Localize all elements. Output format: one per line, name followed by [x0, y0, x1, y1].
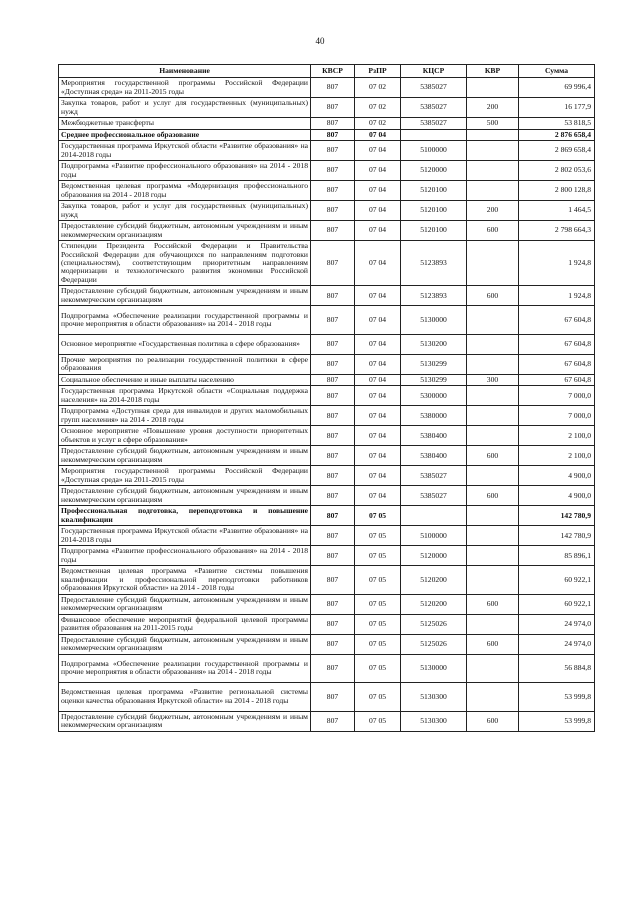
- cell-kvr: [467, 466, 519, 486]
- cell-rzpr: 07 05: [355, 634, 401, 654]
- cell-kcsr: 5385027: [401, 98, 467, 118]
- cell-kcsr: 5120200: [401, 594, 467, 614]
- cell-kcsr: 5120000: [401, 546, 467, 566]
- cell-kvsr: 807: [311, 654, 355, 682]
- cell-kvr: [467, 354, 519, 374]
- cell-kvr: 500: [467, 118, 519, 130]
- cell-kvr: 600: [467, 711, 519, 731]
- cell-rzpr: 07 04: [355, 374, 401, 386]
- cell-sum: 2 100,0: [519, 426, 595, 446]
- cell-kvsr: 807: [311, 446, 355, 466]
- cell-name: Предоставление субсидий бюджетным, автономным учреждениям и иным некоммерческим организациям: [59, 286, 311, 306]
- cell-name: Предоставление субсидий бюджетным, автономным учреждениям и иным некоммерческим организациям: [59, 594, 311, 614]
- table-row: [59, 98, 595, 118]
- cell-rzpr: 07 04: [355, 129, 401, 141]
- cell-rzpr: 07 02: [355, 78, 401, 98]
- cell-kvsr: 807: [311, 98, 355, 118]
- table-row: [59, 201, 595, 221]
- table-row: [59, 711, 595, 731]
- cell-kcsr: [401, 506, 467, 526]
- table-row: [59, 118, 595, 130]
- cell-sum: 53 999,8: [519, 683, 595, 711]
- cell-kcsr: 5100000: [401, 141, 467, 161]
- cell-name: Основное мероприятие «Повышение уровня доступности приоритетных объектов и услуг в сфере образования»: [59, 426, 311, 446]
- cell-kvsr: 807: [311, 221, 355, 241]
- cell-name: Финансовое обеспечение мероприятий федеральной целевой программы развития образования на 2011-2015 годы: [59, 614, 311, 634]
- cell-rzpr: 07 04: [355, 426, 401, 446]
- cell-rzpr: 07 05: [355, 711, 401, 731]
- cell-kvsr: 807: [311, 634, 355, 654]
- cell-kvsr: 807: [311, 466, 355, 486]
- cell-kvr: [467, 506, 519, 526]
- cell-sum: 60 922,1: [519, 566, 595, 594]
- table-row: [59, 406, 595, 426]
- cell-sum: 53 818,5: [519, 118, 595, 130]
- table-row: [59, 466, 595, 486]
- cell-kvr: 200: [467, 98, 519, 118]
- cell-kvsr: 807: [311, 683, 355, 711]
- table-row: [59, 594, 595, 614]
- cell-sum: 1 464,5: [519, 201, 595, 221]
- cell-name: Государственная программа Иркутской области «Социальная поддержка населения» на 2014-2018 годы: [59, 386, 311, 406]
- cell-rzpr: 07 04: [355, 161, 401, 181]
- cell-sum: 67 604,8: [519, 354, 595, 374]
- cell-kvsr: 807: [311, 406, 355, 426]
- cell-kcsr: 5130000: [401, 306, 467, 334]
- cell-kvr: [467, 406, 519, 426]
- cell-kvsr: 807: [311, 426, 355, 446]
- cell-kcsr: 5385027: [401, 78, 467, 98]
- cell-kvsr: 807: [311, 506, 355, 526]
- header-kvr: КВР: [467, 65, 519, 78]
- cell-kvsr: 807: [311, 354, 355, 374]
- table-row: [59, 654, 595, 682]
- cell-name: Ведомственная целевая программа «Развитие системы повышения квалификации и профессиональной переподготовки работников образования Иркутской области» на 2014 - 2018 годы: [59, 566, 311, 594]
- cell-kcsr: 5385027: [401, 466, 467, 486]
- cell-rzpr: 07 04: [355, 221, 401, 241]
- table-row: [59, 334, 595, 354]
- cell-name: Закупка товаров, работ и услуг для государственных (муниципальных) нужд: [59, 98, 311, 118]
- header-rzpr: РзПР: [355, 65, 401, 78]
- cell-rzpr: 07 04: [355, 386, 401, 406]
- table-row: [59, 286, 595, 306]
- cell-kvsr: 807: [311, 546, 355, 566]
- cell-rzpr: 07 05: [355, 546, 401, 566]
- cell-kvr: [467, 546, 519, 566]
- cell-kvr: 300: [467, 374, 519, 386]
- cell-kvr: [467, 334, 519, 354]
- cell-rzpr: 07 04: [355, 446, 401, 466]
- cell-kcsr: 5380400: [401, 446, 467, 466]
- cell-kvr: [467, 161, 519, 181]
- cell-name: Государственная программа Иркутской области «Развитие образования» на 2014-2018 годы: [59, 526, 311, 546]
- cell-kcsr: 5385027: [401, 486, 467, 506]
- cell-name: Стипендии Президента Российской Федерации и Правительства Российской Федерации для обучающихся по направлениям подготовки (специальностям), соответствующим приоритетным направлениям модернизации и технологического развития экономики Российской Федерации: [59, 241, 311, 286]
- cell-name: Ведомственная целевая программа «Модернизация профессионального образования на 2014 - 2018 годы: [59, 181, 311, 201]
- cell-rzpr: 07 04: [355, 306, 401, 334]
- cell-rzpr: 07 04: [355, 141, 401, 161]
- table-row: [59, 683, 595, 711]
- cell-name: Государственная программа Иркутской области «Развитие образования» на 2014-2018 годы: [59, 141, 311, 161]
- cell-kcsr: 5123893: [401, 241, 467, 286]
- cell-kvsr: 807: [311, 334, 355, 354]
- cell-name: Предоставление субсидий бюджетным, автономным учреждениям и иным некоммерческим организациям: [59, 446, 311, 466]
- cell-kvr: [467, 426, 519, 446]
- table-header-row: [59, 65, 595, 78]
- cell-rzpr: 07 04: [355, 241, 401, 286]
- cell-name: Предоставление субсидий бюджетным, автономным учреждениям и иным некоммерческим организациям: [59, 221, 311, 241]
- cell-rzpr: 07 02: [355, 118, 401, 130]
- cell-name: Мероприятия государственной программы Российской Федерации «Доступная среда» на 2011-2015 годы: [59, 466, 311, 486]
- table-row: [59, 354, 595, 374]
- cell-kcsr: 5130300: [401, 711, 467, 731]
- cell-name: Среднее профессиональное образование: [59, 129, 311, 141]
- table-row: [59, 446, 595, 466]
- cell-sum: 85 896,1: [519, 546, 595, 566]
- cell-kvr: [467, 241, 519, 286]
- cell-kvsr: 807: [311, 78, 355, 98]
- cell-name: Прочие мероприятия по реализации государственной политики в сфере образования: [59, 354, 311, 374]
- cell-sum: 2 800 128,8: [519, 181, 595, 201]
- cell-kvr: [467, 566, 519, 594]
- table-row: [59, 306, 595, 334]
- table-row: [59, 141, 595, 161]
- cell-sum: 2 798 664,3: [519, 221, 595, 241]
- cell-kcsr: 5100000: [401, 526, 467, 546]
- cell-sum: 16 177,9: [519, 98, 595, 118]
- cell-kcsr: 5130200: [401, 334, 467, 354]
- table-body: [59, 78, 595, 732]
- cell-name: Подпрограмма «Обеспечение реализации государственной программы и прочие мероприятия в области образования» на 2014 - 2018 годы: [59, 306, 311, 334]
- cell-name: Основное мероприятие «Государственная политика в сфере образования»: [59, 334, 311, 354]
- cell-kcsr: 5120100: [401, 181, 467, 201]
- table-row: [59, 161, 595, 181]
- cell-kvr: 600: [467, 486, 519, 506]
- table-row: [59, 374, 595, 386]
- table-row: [59, 78, 595, 98]
- cell-kvsr: 807: [311, 486, 355, 506]
- cell-rzpr: 07 05: [355, 526, 401, 546]
- cell-sum: 53 999,8: [519, 711, 595, 731]
- cell-kvsr: 807: [311, 306, 355, 334]
- cell-kvsr: 807: [311, 118, 355, 130]
- cell-kvr: 200: [467, 201, 519, 221]
- cell-sum: 142 780,9: [519, 526, 595, 546]
- cell-kvr: 600: [467, 446, 519, 466]
- cell-rzpr: 07 04: [355, 466, 401, 486]
- cell-name: Подпрограмма «Развитие профессионального образования» на 2014 - 2018 годы: [59, 161, 311, 181]
- cell-kvsr: 807: [311, 374, 355, 386]
- cell-kvsr: 807: [311, 141, 355, 161]
- cell-kcsr: 5125026: [401, 634, 467, 654]
- cell-kvr: [467, 614, 519, 634]
- cell-rzpr: 07 05: [355, 566, 401, 594]
- cell-kcsr: 5130300: [401, 683, 467, 711]
- cell-rzpr: 07 04: [355, 334, 401, 354]
- header-sum: Сумма: [519, 65, 595, 78]
- header-kcsr: КЦСР: [401, 65, 467, 78]
- cell-rzpr: 07 04: [355, 286, 401, 306]
- cell-sum: 2 869 658,4: [519, 141, 595, 161]
- cell-sum: 4 900,0: [519, 486, 595, 506]
- cell-kvr: 600: [467, 594, 519, 614]
- cell-rzpr: 07 04: [355, 406, 401, 426]
- budget-table: [58, 64, 595, 732]
- cell-kvr: 600: [467, 286, 519, 306]
- cell-kvsr: 807: [311, 526, 355, 546]
- cell-name: Межбюджетные трансферты: [59, 118, 311, 130]
- cell-rzpr: 07 04: [355, 201, 401, 221]
- cell-name: Профессиональная подготовка, переподготовка и повышение квалификации: [59, 506, 311, 526]
- cell-kcsr: 5385027: [401, 118, 467, 130]
- cell-kvr: 600: [467, 634, 519, 654]
- cell-name: Ведомственная целевая программа «Развитие региональной системы оценки качества образования Иркутской области» на 2014 - 2018 годы: [59, 683, 311, 711]
- cell-kcsr: 5120200: [401, 566, 467, 594]
- cell-kcsr: 5125026: [401, 614, 467, 634]
- cell-kvsr: 807: [311, 386, 355, 406]
- cell-kcsr: 5130299: [401, 374, 467, 386]
- cell-name: Подпрограмма «Обеспечение реализации государственной программы и прочие мероприятия в области образования» на 2014 - 2018 годы: [59, 654, 311, 682]
- cell-sum: 69 996,4: [519, 78, 595, 98]
- cell-rzpr: 07 04: [355, 181, 401, 201]
- cell-sum: 56 884,8: [519, 654, 595, 682]
- header-name: Наименование: [59, 65, 311, 78]
- table-row: [59, 634, 595, 654]
- cell-name: Предоставление субсидий бюджетным, автономным учреждениям и иным некоммерческим организациям: [59, 711, 311, 731]
- table-row: [59, 221, 595, 241]
- cell-rzpr: 07 05: [355, 654, 401, 682]
- page-number: 40: [315, 36, 325, 46]
- cell-sum: 24 974,0: [519, 614, 595, 634]
- header-kvsr: КВСР: [311, 65, 355, 78]
- cell-kvr: [467, 386, 519, 406]
- table-row: [59, 506, 595, 526]
- cell-kvr: [467, 181, 519, 201]
- cell-kvsr: 807: [311, 594, 355, 614]
- cell-name: Социальное обеспечение и иные выплаты населению: [59, 374, 311, 386]
- table-row: [59, 241, 595, 286]
- cell-sum: 2 802 053,6: [519, 161, 595, 181]
- cell-name: Предоставление субсидий бюджетным, автономным учреждениям и иным некоммерческим организациям: [59, 486, 311, 506]
- cell-rzpr: 07 05: [355, 594, 401, 614]
- table-row: [59, 526, 595, 546]
- table-row: [59, 486, 595, 506]
- table-row: [59, 129, 595, 141]
- cell-sum: 67 604,8: [519, 374, 595, 386]
- table-row: [59, 426, 595, 446]
- table-row: [59, 614, 595, 634]
- cell-name: Подпрограмма «Доступная среда для инвалидов и других маломобильных групп населения» на 2014 - 2018 годы: [59, 406, 311, 426]
- cell-kcsr: 5300000: [401, 386, 467, 406]
- cell-rzpr: 07 04: [355, 486, 401, 506]
- table-row: [59, 546, 595, 566]
- cell-kcsr: 5380400: [401, 426, 467, 446]
- cell-kvsr: 807: [311, 711, 355, 731]
- cell-name: Подпрограмма «Развитие профессионального образования» на 2014 - 2018 годы: [59, 546, 311, 566]
- cell-sum: 1 924,8: [519, 241, 595, 286]
- cell-kvsr: 807: [311, 614, 355, 634]
- cell-sum: 142 780,9: [519, 506, 595, 526]
- cell-kcsr: [401, 129, 467, 141]
- cell-rzpr: 07 04: [355, 354, 401, 374]
- cell-kvr: 600: [467, 221, 519, 241]
- cell-name: Мероприятия государственной программы Российской Федерации «Доступная среда» на 2011-2015 годы: [59, 78, 311, 98]
- cell-sum: 67 604,8: [519, 334, 595, 354]
- cell-sum: 2 100,0: [519, 446, 595, 466]
- cell-name: Предоставление субсидий бюджетным, автономным учреждениям и иным некоммерческим организациям: [59, 634, 311, 654]
- cell-kvr: [467, 654, 519, 682]
- cell-kvr: [467, 526, 519, 546]
- cell-kcsr: 5120100: [401, 221, 467, 241]
- cell-kcsr: 5123893: [401, 286, 467, 306]
- cell-sum: 60 922,1: [519, 594, 595, 614]
- cell-kvr: [467, 78, 519, 98]
- cell-kvsr: 807: [311, 286, 355, 306]
- cell-sum: 7 000,0: [519, 386, 595, 406]
- cell-rzpr: 07 05: [355, 506, 401, 526]
- cell-kvsr: 807: [311, 129, 355, 141]
- table-row: [59, 386, 595, 406]
- cell-kvsr: 807: [311, 161, 355, 181]
- cell-rzpr: 07 05: [355, 683, 401, 711]
- cell-kvsr: 807: [311, 566, 355, 594]
- cell-sum: 1 924,8: [519, 286, 595, 306]
- cell-sum: 24 974,0: [519, 634, 595, 654]
- cell-kvsr: 807: [311, 181, 355, 201]
- cell-kvsr: 807: [311, 201, 355, 221]
- cell-sum: 4 900,0: [519, 466, 595, 486]
- cell-rzpr: 07 05: [355, 614, 401, 634]
- cell-kvr: [467, 683, 519, 711]
- cell-kcsr: 5130299: [401, 354, 467, 374]
- cell-kcsr: 5120000: [401, 161, 467, 181]
- table-row: [59, 566, 595, 594]
- cell-kvr: [467, 129, 519, 141]
- cell-kcsr: 5130000: [401, 654, 467, 682]
- table-row: [59, 181, 595, 201]
- cell-sum: 2 876 658,4: [519, 129, 595, 141]
- cell-kcsr: 5380000: [401, 406, 467, 426]
- cell-kcsr: 5120100: [401, 201, 467, 221]
- cell-name: Закупка товаров, работ и услуг для государственных (муниципальных) нужд: [59, 201, 311, 221]
- cell-sum: 67 604,8: [519, 306, 595, 334]
- cell-kvr: [467, 141, 519, 161]
- cell-kvr: [467, 306, 519, 334]
- cell-rzpr: 07 02: [355, 98, 401, 118]
- cell-sum: 7 000,0: [519, 406, 595, 426]
- cell-kvsr: 807: [311, 241, 355, 286]
